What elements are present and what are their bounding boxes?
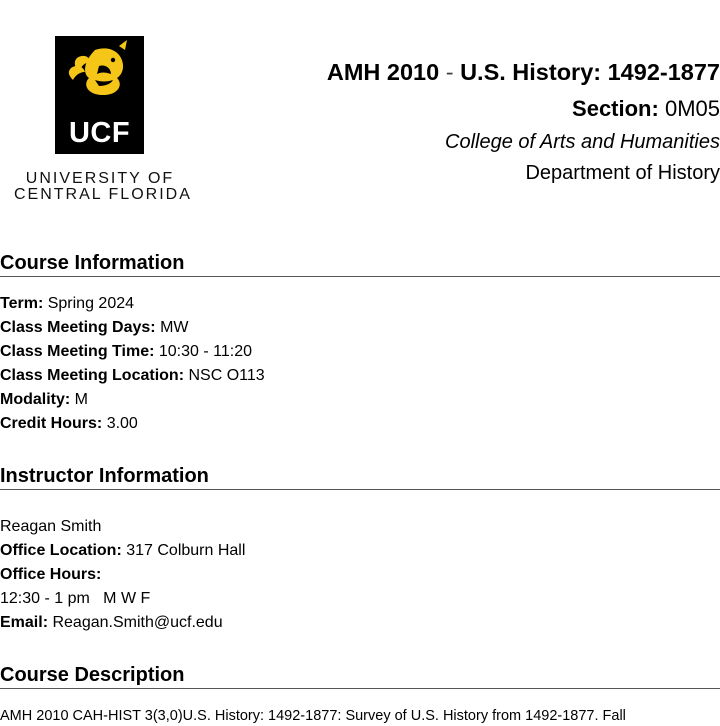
ucf-logo (14, 36, 192, 204)
email-label: Email: (0, 614, 49, 631)
course-description-heading: Course Description (0, 663, 720, 689)
email-field (0, 613, 223, 633)
title-dash: - (445, 59, 454, 85)
section-label: Section: (572, 96, 659, 121)
course-code: AMH 2010 (326, 59, 440, 85)
office-location-field (0, 541, 245, 561)
meeting-location-label: Class Meeting Location: (0, 367, 185, 384)
office-hours-value: 12:30 - 1 pm M W F (0, 590, 151, 607)
logo-name-line2: CENTRAL FLORIDA (14, 186, 192, 203)
meeting-days-field (0, 318, 189, 338)
section-value: 0M05 (664, 96, 720, 121)
department-name: Department of History (525, 162, 720, 184)
college-name: College of Arts and Humanities (445, 131, 720, 153)
logo-name-line1: UNIVERSITY OF (25, 170, 175, 187)
meeting-location-field (0, 366, 265, 386)
course-name: U.S. History: 1492-1877 (460, 59, 720, 85)
credit-hours-label: Credit Hours: (0, 415, 103, 432)
modality-value: M (74, 391, 88, 408)
credit-hours-field (0, 414, 138, 434)
term-field (0, 294, 134, 314)
meeting-time-field (0, 342, 252, 362)
course-info-heading: Course Information (0, 251, 720, 277)
meeting-time-value: 10:30 - 11:20 (158, 343, 252, 360)
course-title (327, 59, 720, 86)
modality-label: Modality: (0, 391, 71, 408)
meeting-days-value: MW (160, 319, 189, 336)
office-location-label: Office Location: (0, 542, 122, 559)
instructor-heading: Instructor Information (0, 464, 720, 490)
meeting-days-label: Class Meeting Days: (0, 319, 156, 336)
pegasus-icon (55, 36, 144, 116)
term-label: Term: (0, 295, 44, 312)
office-location-value: 317 Colburn Hall (126, 542, 246, 559)
term-value: Spring 2024 (47, 295, 135, 312)
section-line (572, 96, 720, 122)
office-hours-label: Office Hours: (0, 566, 102, 583)
course-description-text: AMH 2010 CAH-HIST 3(3,0)U.S. History: 1492-1877: Survey of U.S. History from 1492-1877. Fall (0, 708, 626, 724)
meeting-location-value: NSC O113 (188, 367, 265, 384)
email-value[interactable]: Reagan.Smith@ucf.edu (52, 614, 223, 631)
logo-wordmark: UCF (68, 117, 131, 149)
logo-box (55, 36, 144, 154)
modality-field (0, 390, 88, 410)
instructor-name: Reagan Smith (0, 518, 102, 535)
meeting-time-label: Class Meeting Time: (0, 343, 155, 360)
credit-hours-value: 3.00 (106, 415, 138, 432)
office-hours-field (0, 565, 101, 585)
